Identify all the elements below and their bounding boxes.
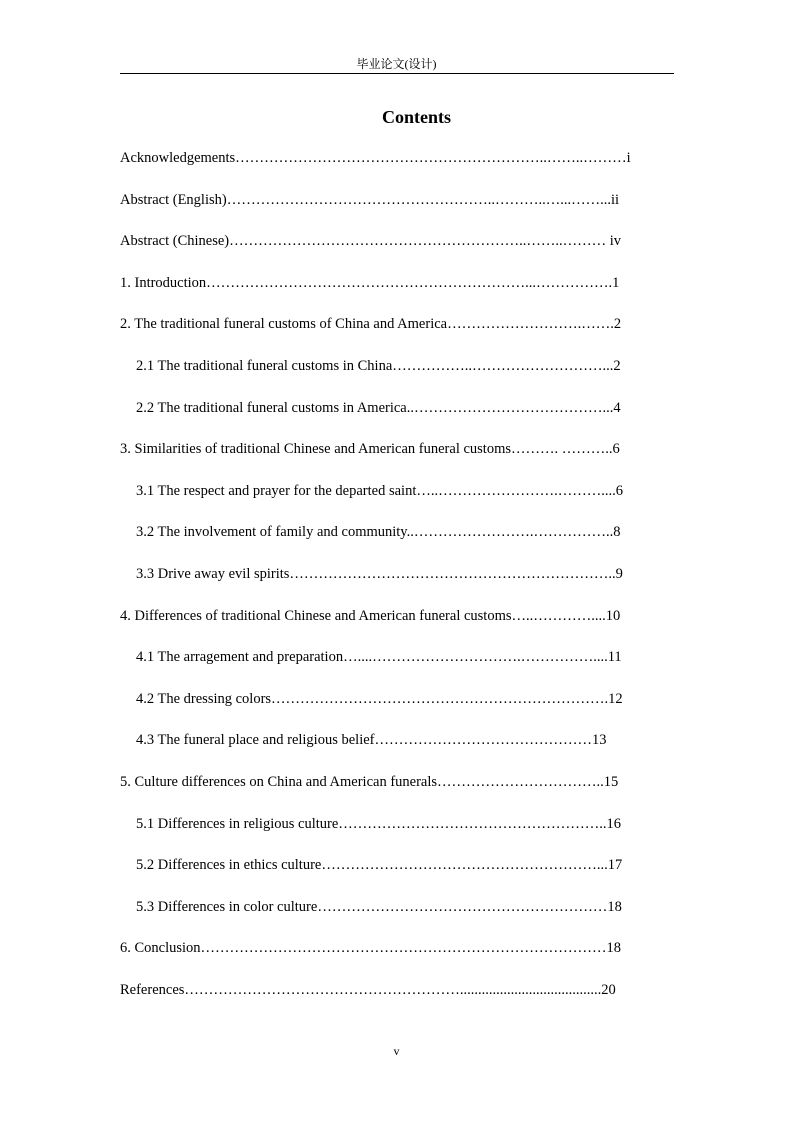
- toc-entry-text: 4.1 The arragement and preparation…....………………………….……………....11: [136, 649, 622, 666]
- toc-subentry[interactable]: [120, 897, 672, 939]
- toc-subentry[interactable]: [120, 647, 672, 689]
- toc-subentry[interactable]: [120, 855, 672, 897]
- toc-entry[interactable]: [120, 606, 672, 648]
- header-rule: [120, 73, 674, 74]
- toc-entry-text: 1. Introduction…………………………………………………………...…………….1: [120, 274, 620, 291]
- toc-entry[interactable]: [120, 772, 672, 814]
- toc-entry-text: 5. Culture differences on China and American funerals……………………………..15: [120, 773, 619, 790]
- page-title: Contents: [381, 107, 451, 127]
- toc-entry[interactable]: [120, 231, 672, 273]
- toc-subentry[interactable]: [120, 689, 672, 731]
- toc-entry-text: Abstract (Chinese)……………………………………………………..……..……… iv: [120, 233, 622, 250]
- toc-entry-text: 3.2 The involvement of family and community..…………………….……………..8: [136, 524, 621, 541]
- toc-subentry[interactable]: [120, 398, 672, 440]
- toc-entry-text: 4.2 The dressing colors…………………………………………………………….12: [136, 690, 623, 707]
- toc-entry-text: 2.1 The traditional funeral customs in China……………..………………………...2: [136, 357, 621, 374]
- toc-entry[interactable]: [120, 273, 672, 315]
- toc-entry-text: References………………………………………………….......................................20: [120, 981, 616, 998]
- toc-entry-text: 5.3 Differences in color culture……………………………………………………18: [136, 898, 622, 915]
- table-of-contents: [120, 148, 672, 1021]
- toc-subentry[interactable]: [120, 730, 672, 772]
- toc-entry-text: 4. Differences of traditional Chinese and American funeral customs…..…………....10: [120, 607, 621, 624]
- running-header: 毕业论文(设计): [356, 57, 437, 71]
- toc-entry-text: Acknowledgements………………………………………………………..……..………i: [120, 150, 631, 166]
- toc-subentry[interactable]: [120, 814, 672, 856]
- toc-entry-text: Abstract (English)………………………………………………..………..…...……...ii: [120, 191, 620, 208]
- toc-entry[interactable]: [120, 148, 672, 190]
- toc-subentry[interactable]: [120, 522, 672, 564]
- toc-entry[interactable]: [120, 938, 672, 980]
- toc-entry[interactable]: [120, 439, 672, 481]
- toc-entry[interactable]: [120, 190, 672, 232]
- page-number: v: [393, 1044, 400, 1058]
- toc-entry[interactable]: [120, 314, 672, 356]
- toc-entry-text: 5.2 Differences in ethics culture…………………………………………………...17: [136, 857, 623, 874]
- toc-entry-text: 4.3 The funeral place and religious belief………………………………………13: [136, 732, 607, 749]
- toc-subentry[interactable]: [120, 356, 672, 398]
- toc-subentry[interactable]: [120, 481, 672, 523]
- toc-entry-text: 3. Similarities of traditional Chinese and American funeral customs………. ………..6: [120, 441, 620, 458]
- toc-entry-text: 2.2 The traditional funeral customs in America..…………………………………...4: [136, 399, 621, 416]
- toc-entry[interactable]: [120, 980, 672, 1022]
- toc-entry-text: 2. The traditional funeral customs of China and America……………………….…….2: [120, 316, 622, 333]
- toc-subentry[interactable]: [120, 564, 672, 606]
- toc-entry-text: 3.3 Drive away evil spirits…………………………………………………………..9: [136, 565, 623, 582]
- toc-entry-text: 5.1 Differences in religious culture………………………………………………..16: [136, 815, 622, 832]
- toc-entry-text: 3.1 The respect and prayer for the departed saint…..…………………….………....6: [136, 482, 623, 499]
- toc-entry-text: 6. Conclusion…………………………………………………………………………18: [120, 940, 622, 957]
